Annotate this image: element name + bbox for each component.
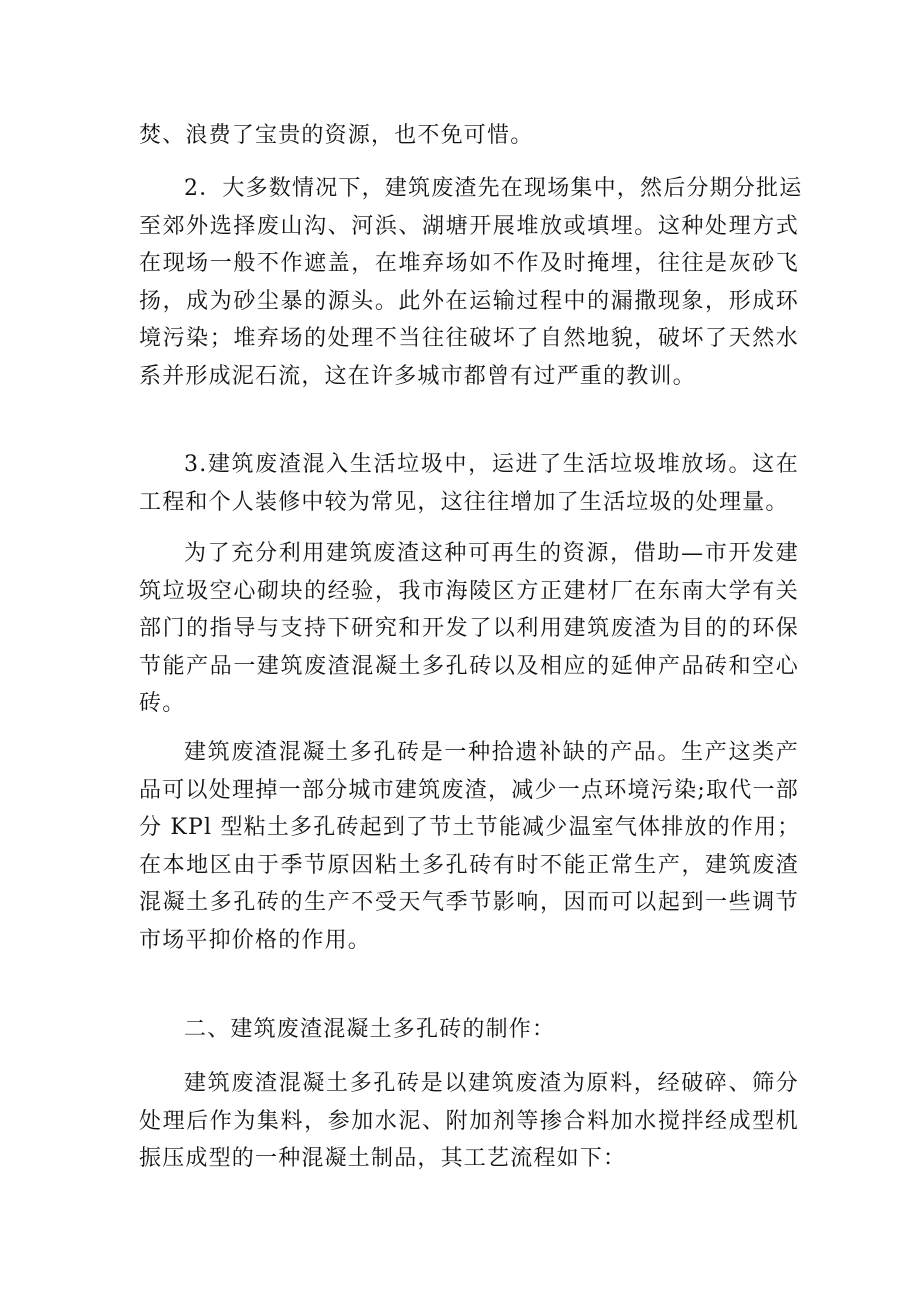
text-line: 振压成型的一种混凝土制品，其工艺流程如下：: [139, 1146, 627, 1171]
text-line: 品可以处理掉一部分城市建筑废渣，减少一点环境污染;取代一部: [139, 777, 799, 803]
text-line: 建筑废渣混凝土多孔砖是以建筑废渣为原料，经破碎、筛分: [184, 1071, 799, 1096]
section-heading-text: 二、建筑废渣混凝土多孔砖的制作：: [184, 1017, 556, 1042]
text-line: 在本地区由于季节原因粘土多孔砖有时不能正常生产，建筑废渣: [139, 852, 799, 878]
text-line: 筑垃圾空心砌块的经验，我市海陵区方正建材厂在东南大学有关: [139, 578, 799, 604]
text-line: 分 KPl 型粘土多孔砖起到了节土节能减少温室气体排放的作用；: [139, 815, 801, 840]
text-line: 境污染；堆弃场的处理不当往往破坏了自然地貌，破坏了天然水: [139, 326, 799, 351]
text-line: 为了充分利用建筑废渣这种可再生的资源，借助—市开发建: [184, 541, 799, 566]
text-line: 混凝土多孔砖的生产不受天气季节影响，因而可以起到一些调节: [139, 890, 799, 915]
text-line: 系并形成泥石流，这在许多城市都曾有过严重的教训。: [139, 363, 696, 389]
section-heading: [139, 1011, 799, 1049]
text-line: 扬，成为砂尘暴的源头。此外在运输过程中的漏撒现象，形成环: [139, 288, 799, 314]
paragraph-item-3: [139, 446, 799, 521]
text-line: 2．大多数情况下，建筑废渣先在现场集中，然后分期分批运: [184, 176, 803, 201]
paragraph-resource-utilization: [139, 535, 799, 723]
text-line: 3.建筑废渣混入生活垃圾中，运进了生活垃圾堆放场。这在: [184, 452, 799, 477]
paragraph-continuation: [139, 117, 799, 155]
paragraph-item-2: [139, 170, 803, 395]
text-line: 焚、浪费了宝贵的资源，也不免可惜。: [139, 123, 534, 148]
paragraph-product-description: [139, 734, 799, 959]
text-line: 部门的指导与支持下研究和开发了以利用建筑废渣为目的的环保: [139, 616, 799, 641]
text-line: 工程和个人装修中较为常见，这往往增加了生活垃圾的处理量。: [139, 489, 789, 515]
text-line: 处理后作为集料，参加水泥、附加剂等掺合料加水搅拌经成型机: [139, 1108, 799, 1134]
text-line: 砖。: [139, 691, 186, 716]
text-line: 在现场一般不作遮盖，在堆弃场如不作及时掩埋，往往是灰砂飞: [139, 251, 799, 276]
text-line: 至郊外选择废山沟、河浜、湖塘开展堆放或填埋。这种处理方式: [139, 213, 799, 239]
text-line: 市场平抑价格的作用。: [139, 927, 372, 953]
text-line: 节能产品一建筑废渣混凝土多孔砖以及相应的延伸产品砖和空心: [139, 653, 799, 679]
text-line: 建筑废渣混凝土多孔砖是一种拾遗补缺的产品。生产这类产: [184, 740, 799, 765]
paragraph-manufacturing: [139, 1065, 799, 1178]
